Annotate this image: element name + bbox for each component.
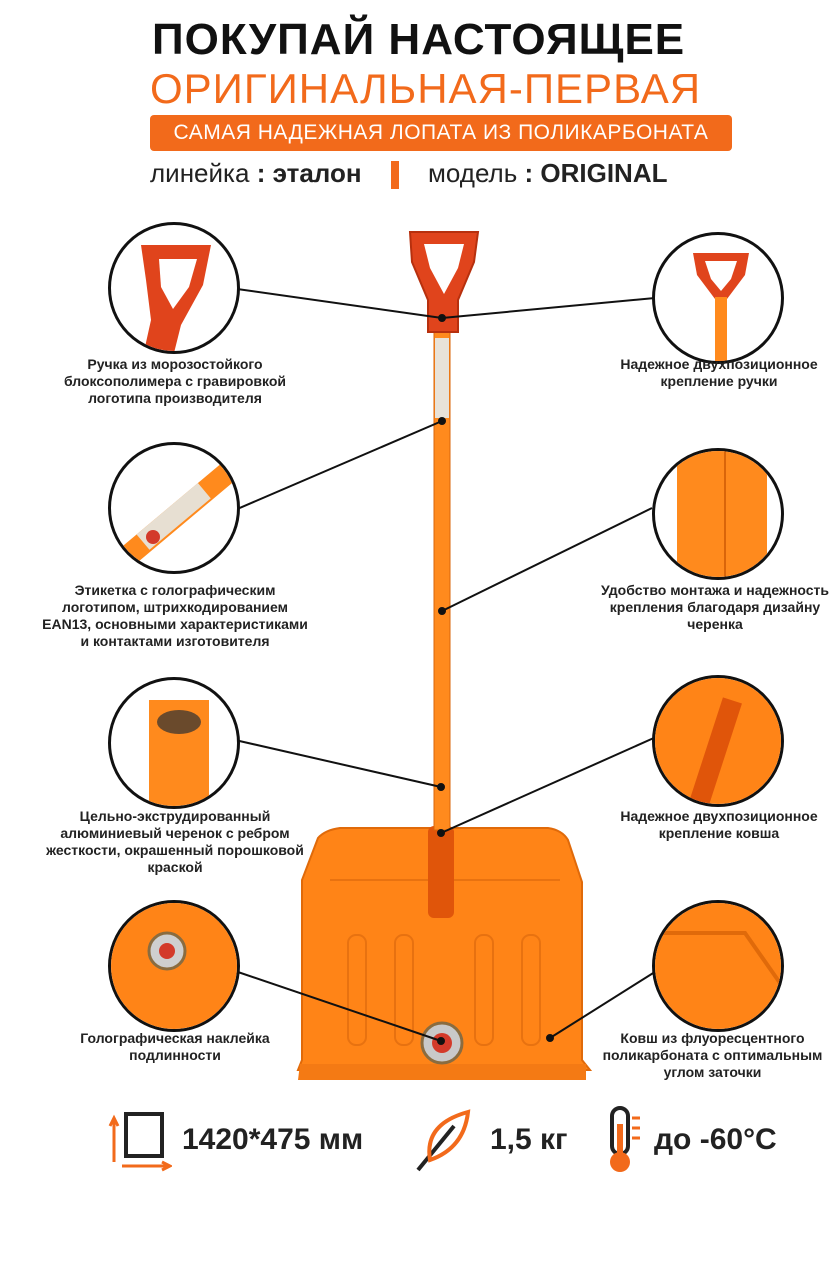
detail-blade-mount-circle xyxy=(652,675,784,807)
blade-socket xyxy=(428,826,454,918)
detail-label-circle xyxy=(108,442,240,574)
hologram-closeup xyxy=(111,903,240,1032)
subtitle: ОРИГИНАЛЬНАЯ-ПЕРВАЯ xyxy=(150,65,702,112)
dimensions-icon xyxy=(108,1108,172,1177)
grip-mount-closeup xyxy=(655,235,784,364)
spec-weight: 1,5 кг xyxy=(490,1123,568,1156)
main-title: ПОКУПАЙ НАСТОЯЩЕЕ xyxy=(152,15,686,64)
line-value: : эталон xyxy=(256,158,362,188)
caption-right-3: Надежное двухпозиционное крепление ковша xyxy=(620,808,818,841)
caption-left-4: Голографическая наклейка подлинности xyxy=(80,1030,270,1063)
detail-hologram-circle xyxy=(108,900,240,1032)
blade-mount-closeup xyxy=(655,678,784,807)
model-label: модель xyxy=(428,158,518,188)
label-closeup xyxy=(111,445,240,574)
detail-shaft-circle xyxy=(108,677,240,809)
spec-size: 1420*475 мм xyxy=(182,1123,364,1156)
caption-right-2: Удобство монтажа и надежность крепления благодаря дизайну черенка xyxy=(600,582,830,632)
caption-right-1: Надежное двухпозиционное крепление ручки xyxy=(620,356,818,389)
shaft-closeup xyxy=(111,680,240,809)
feather-icon xyxy=(408,1104,480,1181)
spec-temperature: до -60°С xyxy=(654,1123,777,1156)
caption-left-1: Ручка из морозостойкого блоксополимера с гравировкой логотипа производителя xyxy=(64,356,286,406)
detail-grip-circle xyxy=(108,222,240,354)
shaft-design-closeup xyxy=(655,451,784,580)
line-label: линейка xyxy=(150,158,250,188)
caption-left-2: Этикетка с голографическим логотипом, штрихкодированием EAN13, основными характеристиками и контактами изготовителя xyxy=(42,582,308,649)
detail-shaft-design-circle xyxy=(652,448,784,580)
detail-blade-edge-circle xyxy=(652,900,784,1032)
banner: САМАЯ НАДЕЖНАЯ ЛОПАТА ИЗ ПОЛИКАРБОНАТА xyxy=(150,115,732,151)
blade-edge xyxy=(298,1064,586,1080)
shaft-label xyxy=(435,338,449,418)
thermometer-icon xyxy=(602,1104,642,1181)
caption-left-3: Цельно-экструдированный алюминиевый черенок с ребром жесткости, окрашенный порошковой краской xyxy=(46,808,304,875)
grip-closeup xyxy=(111,225,240,354)
detail-grip-mount-circle xyxy=(652,232,784,364)
blade-edge-closeup xyxy=(655,903,784,1032)
caption-right-4: Ковш из флуоресцентного поликарбоната с оптимальным углом заточки xyxy=(602,1030,823,1080)
model-value: : ORIGINAL xyxy=(524,158,668,188)
